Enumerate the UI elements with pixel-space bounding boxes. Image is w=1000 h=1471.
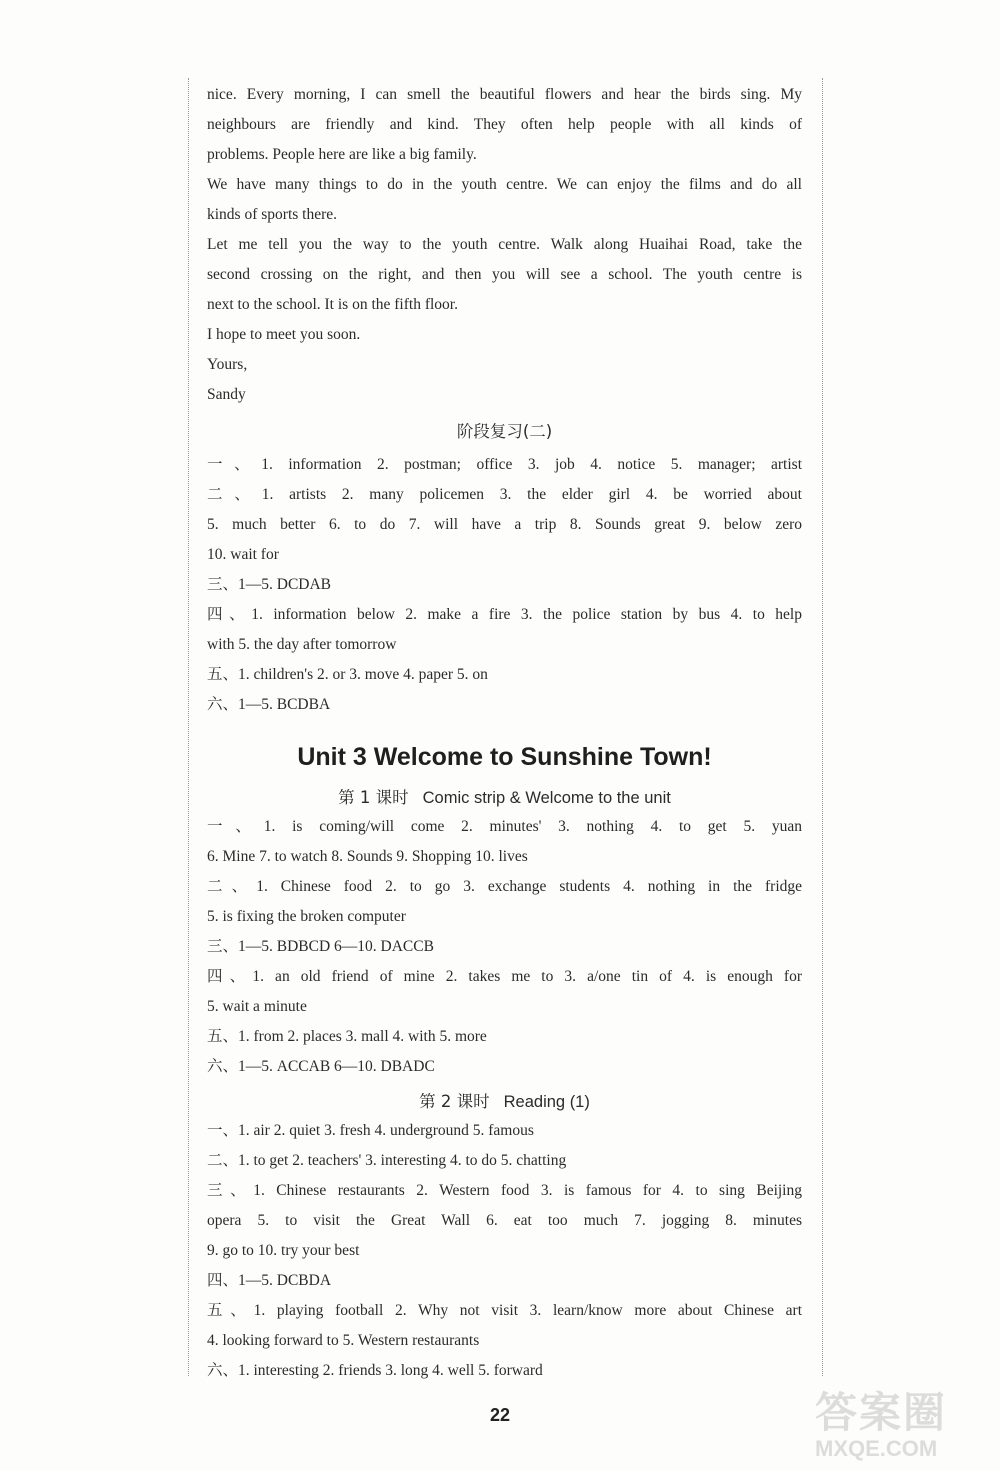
answer-line: 一、1. air 2. quiet 3. fresh 4. underground 5. famous (207, 1122, 534, 1139)
letter-line: next to the school. It is on the fifth floor. (207, 296, 458, 313)
letter-line: Sandy (207, 386, 246, 403)
page-number: 22 (489, 1405, 511, 1425)
stage-review-heading: 阶段复习(二) (456, 422, 553, 441)
letter-line: neighbours are friendly and kind. They often help people with all kinds of (207, 116, 802, 133)
answer-line: 5. wait a minute (207, 998, 307, 1015)
letter-line: nice. Every morning, I can smell the beautiful flowers and hear the birds sing. My (207, 86, 802, 103)
answer-line: 一、1. information 2. postman; office 3. job 4. notice 5. manager; artist (207, 456, 802, 473)
answer-line: 三、1—5. BDBCD 6—10. DACCB (207, 938, 434, 955)
stage-review-answers (207, 450, 802, 720)
answer-line: 5. is fixing the broken computer (207, 908, 406, 925)
letter-line: We have many things to do in the youth centre. We can enjoy the films and do all (207, 176, 802, 193)
letter-text (207, 80, 802, 410)
answer-line: 二、1. artists 2. many policemen 3. the elder girl 4. be worried about (207, 486, 802, 503)
letter-line: Let me tell you the way to the youth centre. Walk along Huaihai Road, take the (207, 236, 802, 253)
right-margin-rule (822, 78, 823, 1376)
left-margin-rule (188, 78, 189, 1376)
answer-line: 六、1—5. BCDBA (207, 696, 331, 713)
answer-line: 五、1. children's 2. or 3. move 4. paper 5. on (207, 666, 488, 683)
answer-line: 三、1—5. DCDAB (207, 576, 332, 593)
lesson-1-label: 第 1 课时 (338, 788, 409, 807)
answer-line: 六、1. interesting 2. friends 3. long 4. well 5. forward (207, 1362, 543, 1379)
answer-line: opera 5. to visit the Great Wall 6. eat too much 7. jogging 8. minutes (207, 1212, 802, 1229)
answer-line: 五、1. from 2. places 3. mall 4. with 5. more (207, 1028, 487, 1045)
answer-line: 四、1. information below 2. make a fire 3. the police station by bus 4. to help (207, 606, 802, 623)
letter-line: Yours, (207, 356, 248, 373)
answer-line: 5. much better 6. to do 7. will have a trip 8. Sounds great 9. below zero (207, 516, 802, 533)
unit-title: Unit 3 Welcome to Sunshine Town! (297, 743, 712, 771)
answer-line: 4. looking forward to 5. Western restaurants (207, 1332, 480, 1349)
answer-line: 6. Mine 7. to watch 8. Sounds 9. Shopping 10. lives (207, 848, 528, 865)
lesson-2-heading (207, 1082, 802, 1116)
answer-line: 二、1. Chinese food 2. to go 3. exchange students 4. nothing in the fridge (207, 878, 802, 895)
answer-line: 10. wait for (207, 546, 279, 563)
letter-line: problems. People here are like a big family. (207, 146, 477, 163)
letter-line: kinds of sports there. (207, 206, 338, 223)
answer-line: with 5. the day after tomorrow (207, 636, 397, 653)
answer-line: 三、1. Chinese restaurants 2. Western food 3. is famous for 4. to sing Beijing (207, 1182, 802, 1199)
answer-line: 9. go to 10. try your best (207, 1242, 360, 1259)
answer-line: 一、1. is coming/will come 2. minutes' 3. nothing 4. to get 5. yuan (207, 818, 802, 835)
letter-line: second crossing on the right, and then you will see a school. The youth centre is (207, 266, 802, 283)
lesson-2-subtitle: Reading (1) (503, 1093, 590, 1111)
lesson-1-heading (207, 778, 802, 812)
watermark-url: MXQE.COM (815, 1436, 938, 1461)
lesson-2-label: 第 2 课时 (419, 1092, 490, 1111)
answer-key-content (207, 80, 802, 1386)
answer-line: 四、1—5. DCBDA (207, 1272, 332, 1289)
site-watermark (815, 1380, 990, 1466)
answer-line: 六、1—5. ACCAB 6—10. DBADC (207, 1058, 435, 1075)
watermark-logo: 答案圈 (815, 1388, 948, 1437)
lesson-1-answers (207, 812, 802, 1082)
letter-line: I hope to meet you soon. (207, 326, 361, 343)
answer-line: 五、1. playing football 2. Why not visit 3. learn/know more about Chinese art (207, 1302, 802, 1319)
lesson-1-subtitle: Comic strip & Welcome to the unit (422, 789, 671, 807)
answer-line: 二、1. to get 2. teachers' 3. interesting 4. to do 5. chatting (207, 1152, 567, 1169)
answer-line: 四、1. an old friend of mine 2. takes me to 3. a/one tin of 4. is enough for (207, 968, 802, 985)
lesson-2-answers (207, 1116, 802, 1386)
